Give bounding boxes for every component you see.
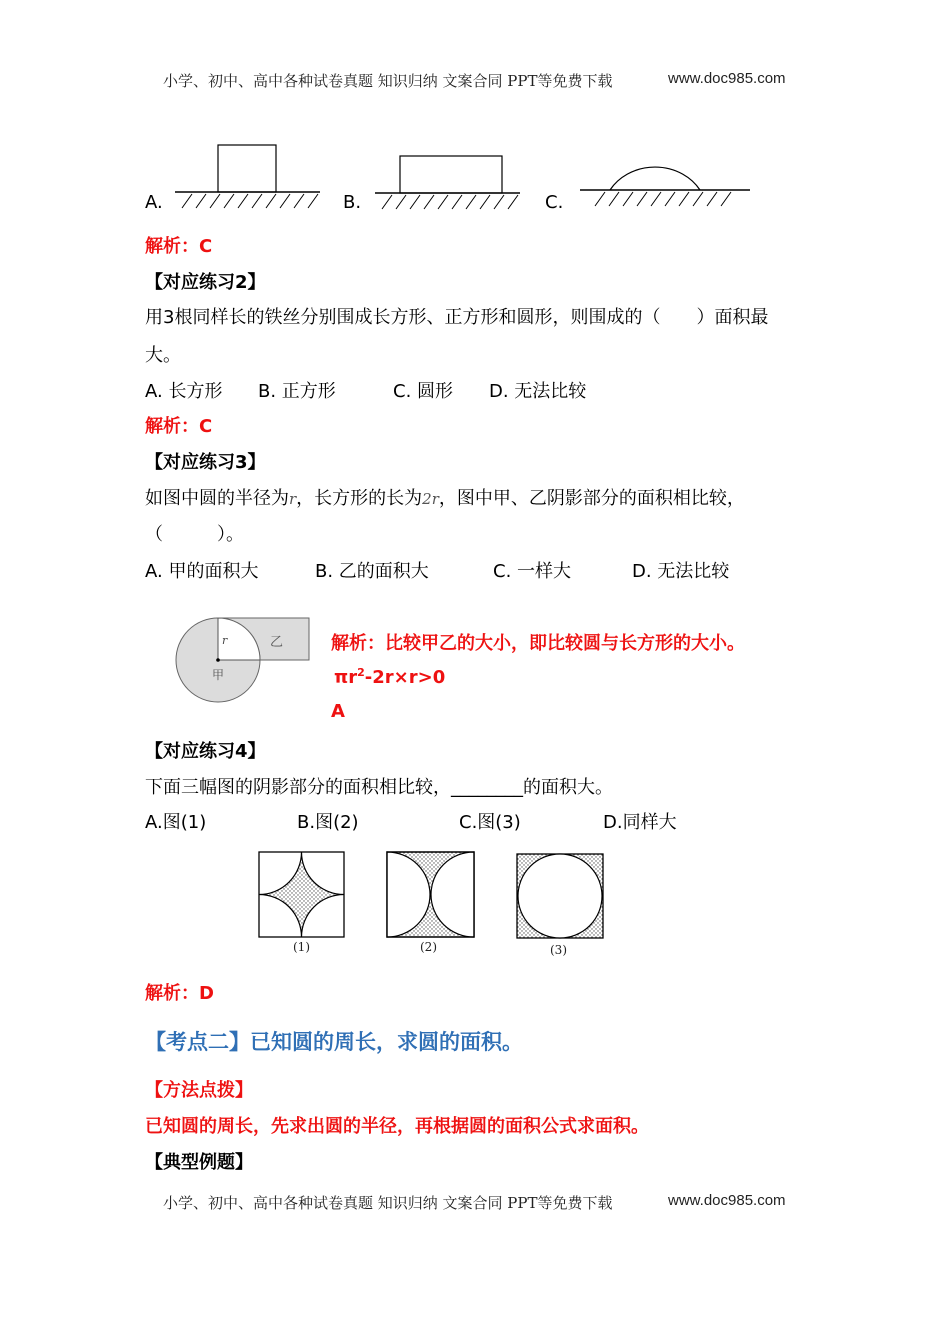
q2-stem-line1: 用3根同样长的铁丝分别围成长方形、正方形和圆形，则围成的（ ）面积最 <box>145 307 769 328</box>
q3-title: 【对应练习3】 <box>145 452 266 473</box>
figure-rectangle-on-ground <box>370 145 525 215</box>
q4-caption-3: (3) <box>550 943 567 957</box>
q3-formula-b: -2r×r>0 <box>364 667 446 688</box>
q4-stem: 下面三幅图的阴影部分的面积相比较，________的面积大。 <box>145 777 613 798</box>
q4-figures <box>255 848 615 963</box>
q4-option-a: A.图(1) <box>145 812 207 833</box>
fig-label-yi: 乙 <box>270 635 284 650</box>
q4-option-d: D.同样大 <box>603 812 677 833</box>
q3-stem-part-c: ，图中甲、乙阴影部分的面积相比较， <box>438 488 745 509</box>
q4-caption-1: (1) <box>293 940 310 954</box>
q3-formula <box>334 666 445 688</box>
header-text: 小学、初中、高中各种试卷真题 知识归纳 文案合同 PPT等免费下载 <box>163 72 613 90</box>
q4-figure-2 <box>387 852 474 937</box>
q3-option-c: C. 一样大 <box>493 561 572 582</box>
q2-stem-line2: 大。 <box>145 345 181 366</box>
q4-option-b: B.图(2) <box>297 812 359 833</box>
q2-option-a: A. 长方形 <box>145 381 223 402</box>
q4-title: 【对应练习4】 <box>145 741 266 762</box>
fig-label-r: r <box>222 634 228 647</box>
figure-square-on-ground <box>170 140 325 215</box>
q1-answer: 解析：C <box>145 236 213 257</box>
q3-var-2r: 2r <box>422 490 439 508</box>
q3-var-r: r <box>289 490 297 508</box>
option-a-label: A. <box>145 192 163 213</box>
q4-answer: 解析：D <box>145 983 214 1004</box>
q3-option-b: B. 乙的面积大 <box>315 561 429 582</box>
q3-answer: A <box>331 701 345 722</box>
q3-stem-line1 <box>145 484 745 510</box>
method-title: 【方法点拨】 <box>145 1080 253 1101</box>
option-c-label: C. <box>545 192 564 213</box>
q3-circle-rectangle-figure <box>172 614 322 714</box>
q2-option-b: B. 正方形 <box>258 381 336 402</box>
q2-option-c: C. 圆形 <box>393 381 454 402</box>
fig-label-jia: 甲 <box>212 668 225 682</box>
footer-url[interactable]: www.doc985.com <box>668 1192 786 1209</box>
q3-stem-part-a: 如图中圆的半径为 <box>145 488 289 509</box>
q4-figure-1 <box>259 852 344 937</box>
q4-caption-2: (2) <box>420 940 437 954</box>
q3-stem-part-b: ，长方形的长为 <box>296 488 423 509</box>
q4-figure-3 <box>517 854 603 938</box>
q3-analysis: 解析：比较甲乙的大小，即比较圆与长方形的大小。 <box>331 633 745 654</box>
footer-text: 小学、初中、高中各种试卷真题 知识归纳 文案合同 PPT等免费下载 <box>163 1194 613 1212</box>
q2-title: 【对应练习2】 <box>145 272 266 293</box>
q3-option-d: D. 无法比较 <box>632 561 730 582</box>
q2-answer: 解析：C <box>145 416 213 437</box>
q2-option-d: D. 无法比较 <box>489 381 587 402</box>
example-title: 【典型例题】 <box>145 1152 253 1173</box>
q3-formula-sup: 2 <box>357 666 365 679</box>
q4-option-c: C.图(3) <box>459 812 521 833</box>
q3-stem-line2: （ ）。 <box>145 524 244 545</box>
section2-title: 【考点二】已知圆的周长，求圆的面积。 <box>145 1030 523 1054</box>
header-url[interactable]: www.doc985.com <box>668 70 786 87</box>
option-b-label: B. <box>343 192 362 213</box>
q3-option-a: A. 甲的面积大 <box>145 561 259 582</box>
figure-semicircle-on-ground <box>575 140 755 215</box>
method-text: 已知圆的周长，先求出圆的半径，再根据圆的面积公式求面积。 <box>145 1116 649 1137</box>
q3-formula-a: πr <box>334 667 358 688</box>
